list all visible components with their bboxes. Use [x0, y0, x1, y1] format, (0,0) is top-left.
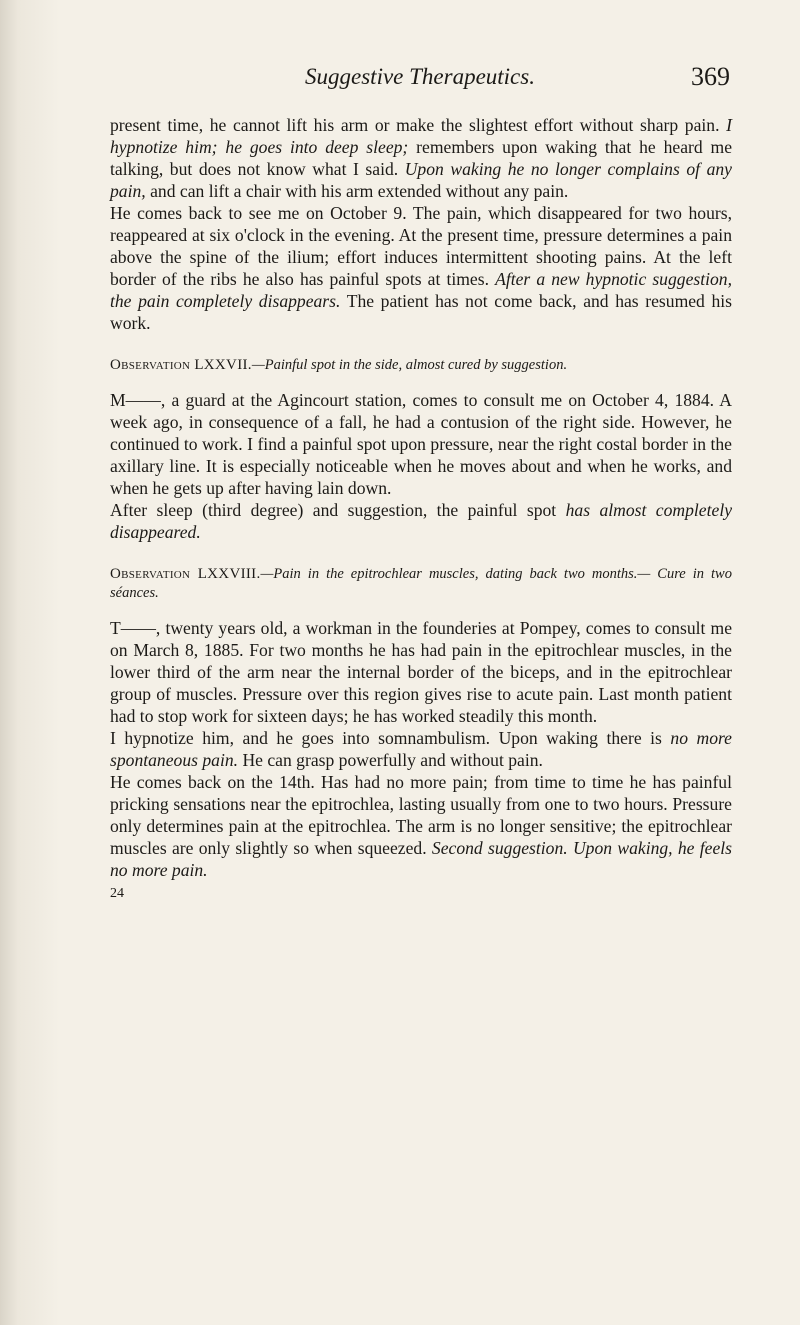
- text-span: remembers upon waking that he heard me talking, but does not know what I said.: [110, 137, 733, 179]
- text-span: I hypnotize him, and he goes into somnambulism. Upon waking there is: [110, 728, 671, 748]
- signature-mark: 24: [110, 886, 124, 901]
- running-title: Suggestive Therapeutics.: [305, 64, 535, 89]
- observation-title: —Painful spot in the side, almost cured by suggestion.: [251, 357, 568, 373]
- observation-77-heading: [110, 356, 732, 375]
- italic-span: I hypnotize him; he goes into deep sleep;: [110, 115, 732, 157]
- italic-span: no more spontaneous pain.: [110, 728, 732, 770]
- paragraph-7: [110, 771, 732, 881]
- observation-label: Observation LXXVIII.: [110, 566, 261, 582]
- text-span: He comes back to see me on October 9. The pain, which disappeared for two hours, reappeared at six o'clock in the evening. At the present time, pressure determines a pain above the spine of the ilium; effort induces intermittent shooting pains. At the left border of the ribs he also has painful spots at times.: [110, 203, 732, 289]
- page-header: [110, 60, 730, 100]
- italic-span: has almost completely disappeared.: [110, 500, 733, 542]
- paragraph-3: [110, 389, 732, 499]
- paragraph-6: [110, 727, 732, 771]
- paragraph-4: [110, 499, 732, 543]
- text-span: present time, he cannot lift his arm or make the slightest effort without sharp pain.: [110, 115, 727, 135]
- text-span: After sleep (third degree) and suggestion, the painful spot: [110, 500, 566, 520]
- observation-label: Observation LXXVII.: [110, 357, 252, 373]
- text-span: T——, twenty years old, a workman in the founderies at Pompey, comes to consult me on March 8, 1885. For two months he has had pain in the epitrochlear muscles, in the lower third of the arm near the internal border of the biceps, and in the epitrochlear group of muscles. Pressure over this region gives rise to acute pain. Last month patient had to stop work for sixteen days; he has worked steadily this month.: [110, 618, 732, 726]
- text-span: The patient has not come back, and has resumed his work.: [110, 291, 732, 333]
- page-number: 369: [691, 62, 730, 91]
- observation-78-heading: [110, 565, 732, 603]
- paragraph-5: [110, 617, 732, 727]
- body-text: [110, 114, 732, 905]
- text-span: He comes back on the 14th. Has had no more pain; from time to time he has painful pricking sensations near the epitrochlea, lasting usually from one to two hours. Pressure only determines pain at the epitrochlea. The arm is no longer sensitive; the epitrochlear muscles are only slightly so when squeezed.: [110, 772, 732, 858]
- text-span: He can grasp powerfully and without pain.: [238, 750, 543, 770]
- paragraph-2: [110, 202, 732, 334]
- italic-span: Upon waking he no longer complains of any pain,: [110, 159, 732, 201]
- text-span: and can lift a chair with his arm extended without any pain.: [145, 181, 569, 201]
- paragraph-1: [110, 114, 732, 202]
- text-span: M——, a guard at the Agincourt station, comes to consult me on October 4, 1884. A week ago, in consequence of a fall, he had a contusion of the right side. However, he continued to work. I find a painful spot upon pressure, near the right costal border in the axillary line. It is especially noticeable when he moves about and when he works, and when he gets up after having lain down.: [110, 390, 732, 498]
- italic-span: After a new hypnotic suggestion, the pain completely disappears.: [110, 269, 732, 311]
- observation-title: —Pain in the epitrochlear muscles, dating back two months.— Cure in two séances.: [110, 566, 732, 601]
- italic-span: Second suggestion. Upon waking, he feels no more pain.: [110, 838, 733, 880]
